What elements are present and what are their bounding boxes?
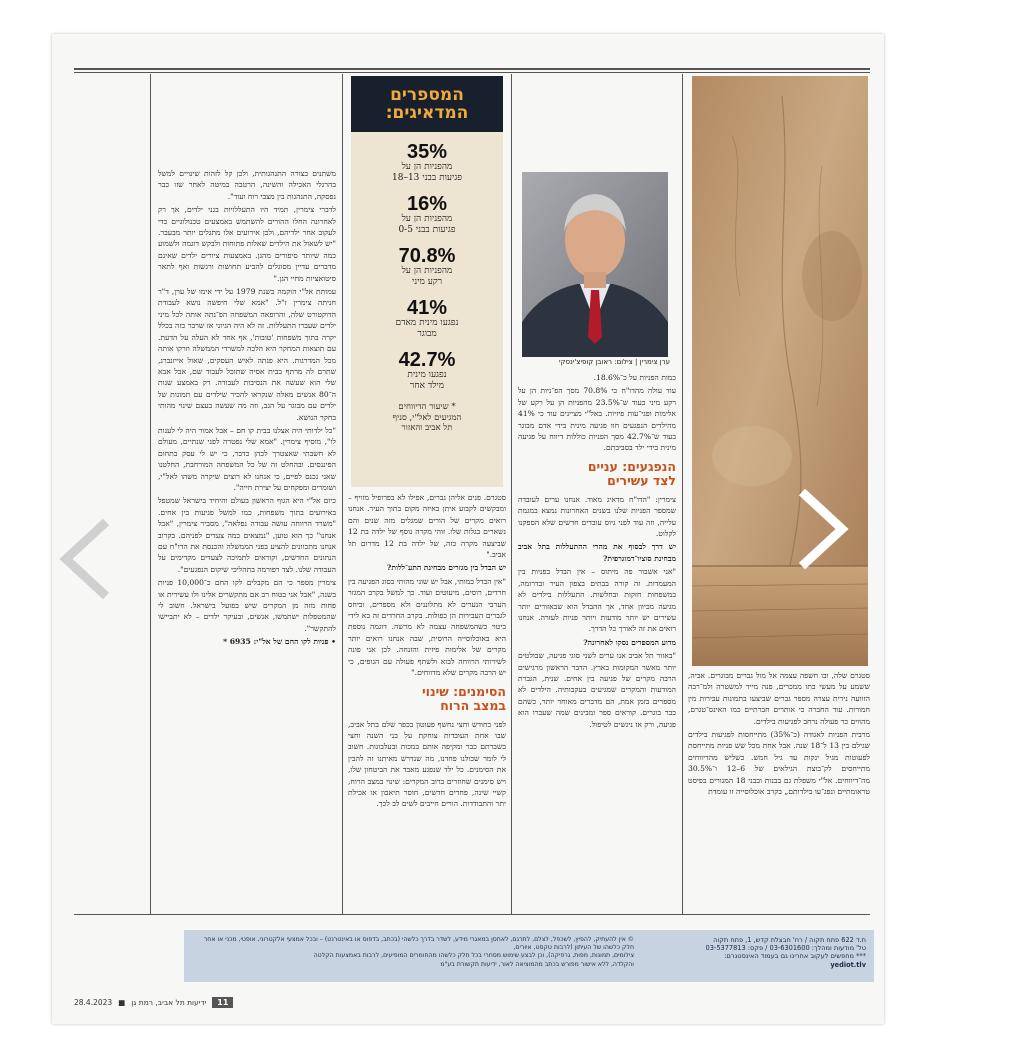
stat-description: מילד אחר: [409, 381, 445, 391]
stat-item: [351, 194, 503, 236]
paragraph: עוד עולה מהדו"ח כי 70.8% מסך הפ־ניות הן על רקע מיני בעוד ש־23.5% מהפניות הן על רקע של אלימות ופגי־עות פיזיות. באל"י מציינים עוד כי 41% מהילדים הנפגעים חוו פגיעה מינית בידי אדם מבוגר בעוד ש־42.7% מסך הפניות כוללות דיווח על פגיעה מינית בידי ילד בסביבתם.: [518, 386, 676, 453]
paragraph: "כל ילדותי היה אצלנו בבית קו חם – אבל אמור היה לי לענות לו", מוסיף צימרין. "אמא שלי נפטרה לפני שנתיים, מעולם לא חשבתי שאצטרך לכהן כדבר, כי יש לי עסק בתחום הפיננסים. ובהחלט זה של כל המשפחה המורחבת, החלטנו שאני נכנס לפיים, כי אנחנו לא רוצים שיקרה משהו לאל"י, ושומרים ומפקחים על יצירת חייה".: [158, 425, 336, 492]
portrait-photo: [522, 172, 668, 357]
photo-caption: ערן צימרין | צילום: ראובן קופיצ'ינסקי: [558, 358, 670, 366]
contact-line: טל' מודעות ומהלך: 03-6301600 / פקס: 03-5377813: [705, 944, 866, 953]
paragraph: סטגרם שלה, ובו חשפה עצמה אל מול גברים מבוגרים. אביה, ששמע על מעשי בתו ממכרים, פנה מייד למשטרה ולמ־רבה הזוועה נירית עצרה מספר גברים שביצעו בתמונות עבירות מין חמורות. עוד החברה כי אותרים חברתיים כמו האינס־טגרם, מהווים כר פעולה נרחב לפגיעות בילדים.: [688, 671, 870, 726]
headline-line: הנפגעים: עניים: [587, 458, 676, 474]
stat-description: רקע מיני: [411, 277, 443, 287]
contact-line: ת.ד 622 פתח תקוה / רח' חבצלת קדש, 1, פתח תקוה: [713, 936, 866, 944]
article-column-center-left: [348, 492, 506, 912]
stat-description: פגיעות בבני 13–18: [391, 173, 463, 183]
stat-number: 70.8%: [398, 245, 456, 267]
copyright-line: והקלדה, ללא אישור מפורש בכתב מהמוציאה לאור, ידיעות תקשורת בע"מ: [440, 960, 634, 968]
headline-line: הסימנים: שינוי: [421, 683, 506, 699]
stat-number: 42.7%: [398, 349, 456, 371]
hotline-signoff: • פניות לקו החם של אל"י: 6935 *: [223, 637, 336, 647]
top-rule-thin: [74, 72, 870, 73]
stat-description: מהפניות הן על: [401, 214, 453, 224]
newspaper-page: [52, 34, 884, 1024]
bullet-icon: ■: [118, 997, 126, 1007]
paragraph: מרבית הפניות לאגודה (כ־35%) מתייחסות לפגיעות בילדים שגילם בין 13 ל־18 שנה. אבל אחת מכל שש פניות מתייחסת לפעוטות מגיל ינקות עד גיל חמש. כשליש מהדיווחים מתייחסים לק־בוצת הגילאים של 6–12 ו־30.5% מה־דיווחים. אל"י משפלת גם בבנות ובבני 18 המגורים בפיסט טראומתיים ונפג־עו בילדותם„ בקרב אוכלוסייה זו עומדת: [688, 730, 870, 797]
stat-description: נפגעו מינית: [407, 370, 447, 380]
stats-footnote: [351, 402, 503, 434]
stat-description: נפגעו מינית מאדם: [395, 318, 459, 328]
contact-line: *** מחפשים לעקוב אחרינו גם בעמוד האינסטגרם:: [724, 952, 866, 961]
paragraph: סטגרם. פנים אליהן גברים, אפילו לא בפרופיל מזויף – ומבקשים לקבוע איתן באיזה מקום בתוך העיר. אנחנו רואים מקרים של הורים שמגלים מזה שנים והם נשארים בגלות שלו. זוהי מקרה נוסף של ילדה בת 12 שביצעה מקרה כזה, של ילדה בת 12 מדרום תל אביב.": [348, 493, 506, 560]
article-column-right: [688, 670, 870, 910]
article-column-left: [158, 168, 336, 910]
footnote-line: * שיעור הדיווחים: [398, 402, 456, 412]
stats-title-line: המדאיגים:: [385, 103, 469, 123]
footnote-line: תל אביב והאזור: [401, 423, 453, 433]
paragraph: "אין הבדל כמותי, אבל יש שוני מהותי בסוג הפגיעה בין חרדים, רוסים, מיעוטים ועוד. כך למשל בקרב המגזר הערבי הנערים לא מתלוננים ולא מספרים, וביחס לגברים העבירות הן כפולות. בקרב החרדים זה בא לידי ביטוי כשהמשפחה עצמה לא מרשה. דוגמה נוספת היא באוכלוסייה הרוסית, שבה אנחנו רואים יותר מקרים של אלימות פיזית והזנחה. לכן אני פונה לשירותי הרווחה לבוא ולשתף פעולה עם הגופים, כי יש הרבה מקרים שלא מדווחים.": [348, 576, 506, 678]
column-rule: [511, 74, 512, 914]
next-page-arrow-icon[interactable]: [792, 484, 852, 574]
stats-title-line: המספרים: [390, 85, 464, 105]
stat-description: מהפניות הן על: [401, 162, 453, 172]
stat-number: 35%: [406, 141, 448, 163]
footer-notice-box: [184, 930, 874, 982]
stat-item: [351, 298, 503, 340]
paragraph: משתנים בצורה התנהגותית, ולכן קל לזהות שינויים למשל בהרגלי האכילה והשינה, הרטבה במיטה לאחר שזו כבר נפסקה, התנהגות בין מצבי רוח ועוד".: [158, 169, 336, 201]
headline-line: לצד עשירים: [607, 472, 676, 488]
instagram-handle[interactable]: yediot.tlv: [830, 960, 866, 969]
publication-date: 28.4.2023: [74, 997, 113, 1007]
top-rule: [74, 68, 870, 70]
stat-number: 41%: [406, 297, 448, 319]
article-column-center-right: [518, 372, 676, 912]
footnote-line: המגיעים לאל"י, סניף: [392, 412, 462, 423]
previous-page-arrow-icon[interactable]: [56, 514, 116, 604]
page-number: 11: [212, 997, 233, 1008]
column-rule: [682, 74, 683, 914]
stat-description: פגיעות בבני 0-5: [398, 225, 456, 235]
interview-question: מדוע המספרים נסקו לאחרונה?: [583, 637, 676, 647]
bottom-rule: [74, 914, 870, 915]
stats-title: [351, 76, 503, 132]
stats-box: [351, 76, 503, 487]
paragraph: לדברי צימרין, תמיד היו התעללויות בגני ילדים, אך רק לאחרונה החלו ההורים להשתמש באמצעים טכנולוגיים כדי לעקוב אחר ילדיהם, ולכן אירועים אלו מתגלים יותר מבעבר. "יש לשאול את הילדים שאלות פתוחות ולבקש דוגמה ולשמוע כמה שיותר סיפורים מהגן. באמצעות ציורים ילדים שאינם מדברים עדיין מסוגלים להביע תחושות ורגשות ואף לתאר סיטואציות מחיי הגן.": [158, 205, 336, 283]
paragraph: צימרין מספר כי הם מקבלים לקו החם כ־10,000 פניות בשנה, "אבל אני בטוח רב אם מתקשרים אלינו ולו עשירית או פחות מזה מן המקרים שיש בפועל בישראל. חשוב לי שהמטפלות ישתמשו, אנשים, ובעיקר ילדים – לא יתביישו להתקשר".: [158, 578, 336, 633]
publication-name: ידיעות תל אביב, רמת גן: [131, 997, 207, 1007]
interview-question: יש הבדל בין מגזרים מבחינת התע־ללות?: [386, 563, 506, 573]
paragraph: עמותת אל"י הוקמה בשנת 1979 על ידי אימו של ערן, ד"ר חניתה צימרין ז"ל. "אמא שלי חיפשה נושא לעבודת הדוקטורט שלה, והרופאה המשפחה הפ־נתה אותה לכל מיני ילדים שעברו התעללות. זה לא היה הגיוני אז שרבר כזה בכלל יקרה בתוך משפחות 'טובות', אף אחד לא העלה על הדעת. עם תוצאות המחקר היא הלכה למשרדי הממשלה וזרקו אותה מכל המדרגות. היא פנתה לאיש העסקים, שאול אייזנברג, שתרם לה מרתף בבית אסיה שתוכל לעבוד שם, אבל אבא שלי הוא שעשה את הנסיבות לעבודה. רק באמצע שנות ה־80 אנשים מאלה שנקראו להכיר שילדים עם תמונות של ילדים עם מבוגר על הגב, וזה מה שעשה בעצם שינוי מהותי בחקר הנושא.: [158, 287, 336, 422]
interview-question: יש דרך לבסוף את מהרי ההתעללות בתל אביב מבחינת סוציו־דמוגרפית?: [518, 542, 676, 563]
paragraph: צימרין: "הדו"ח מדאיג מאוד. אנחנו ערים לעובדה שמספר הפניות שלנו בשנים האחרונות נמצא במגמת עלייה, וזה עוד לפני גיוס עובדים חדשים שלא הספקנו לקלוט.: [518, 494, 676, 539]
paragraph: "באזור תל אביב אנו ערים לשני סוגי פגיעה, שבולטים יותר מאשר המקומות בארץ. הדבר הראשון מרגישים הרבה מקרים של פגיעה בין אחים. שנית, הגברת המודעות והמקרים שמגיעים בעקבותיה. הילדים לא מספרים בזמן אמת, הם מדברים מאוחר יותר, כשהם כבר בוגרים. קוראים ספר ומבינים שמה שעברו הוא פגיעה, ורק אז ניגשים לטיפול.: [518, 651, 676, 729]
stat-number: 16%: [406, 193, 448, 215]
column-rule: [150, 74, 151, 914]
stat-item: [351, 246, 503, 288]
headline-line: במצב הרוח: [440, 697, 506, 713]
paragraph: לפני כחודש וחצי נחשף פעוטון בכפר שלם בתל אביב, שבו אחת העובדות צוחקת על בני השנה וחצי בשברתם כבר ומקיפה אותם במכות ובעלבונות. חשוב לי לומר שכולנו פחדנו, מה שנדרש מאיתנו זה להבין את הסימנים. כל ילד שנפגע מאבד את הביטחון שלו, ויש סימנים שחוזרים ברוב המקרים: שינוי במצב הרוח, קשיי שינה, פחדים חדשים, חוסר תיאבון או אכילת יתר והתבודדות. הורים חייבים לשים לב לכך.: [348, 719, 506, 809]
stat-item: [351, 350, 503, 392]
paragraph: כיום אל"י היא הגוף הראשון בעולם והיחיד בישראל שמטפל באירועים בתוך משפחות, כמו למשל פגיעות בין אחים. "משרד הרווחה עושה עבודה נפלאה", מסביר צימרין, "אבל אנחנו" כך הוא טוען, "נמצאים כמה צעדים לפניהם. בקרוב אנחנו מתכוונים להציע בפני הממשלה והכנסת את הדו"ח עם הנתונים החדשים, וקוראים לתמיכה לצעדים מקדימים על העבודה שלנו. לצד רפורמה בתהליכי שיקום הנפגעים".: [158, 496, 336, 574]
publisher-contact: [656, 936, 866, 969]
copyright-notice: [194, 936, 634, 969]
section-headline: [348, 685, 506, 713]
paragraph: "אני אשבור פה מיתוס – אין הבדל בפניות בין המעמדות. זה קורה בבתים בצפון העיר ובדרומה, במשפחות חזקות ובחלשות. התעללות בילדים לא מגיעה מכיוון אחד, אך ההבדל הוא שבאזורים יותר עשירים יש יותר מודעות ויותר פניות לעזרה. אנחנו רואים את זה לאורך כל הדרך.: [518, 567, 676, 634]
section-headline: [518, 460, 676, 488]
stat-item: [351, 142, 503, 184]
paragraph: כמות הפניות על כ־18.6%.: [593, 373, 676, 382]
copyright-line: צילומים, תמונות, מפות, גרפיקה), וכן לבצע שימוש מסחרי בכל חלק כלשהו מהחומרים המופיעים, לרבות באמצעות הקלטה: [313, 952, 634, 960]
column-rule: [342, 74, 343, 914]
stat-description: מבוגר: [417, 329, 437, 339]
copyright-line: © אין להעתיק, להפיץ, לשכפל, לצלם, לתרגם, לאחסן במאגרי מידע, לשדר בדרך כלשהי (בכתב, בדפוס או באינטרנט) – ובכל אמצעי אלקטרוני, אופטי, מכני או אחר חלק כלשהו של העיתון (לרבות טקסט, איורים,: [203, 936, 634, 952]
wall-texture-image: [692, 76, 868, 666]
stat-description: מהפניות הן על: [401, 266, 453, 276]
page-folio: [74, 996, 233, 1008]
